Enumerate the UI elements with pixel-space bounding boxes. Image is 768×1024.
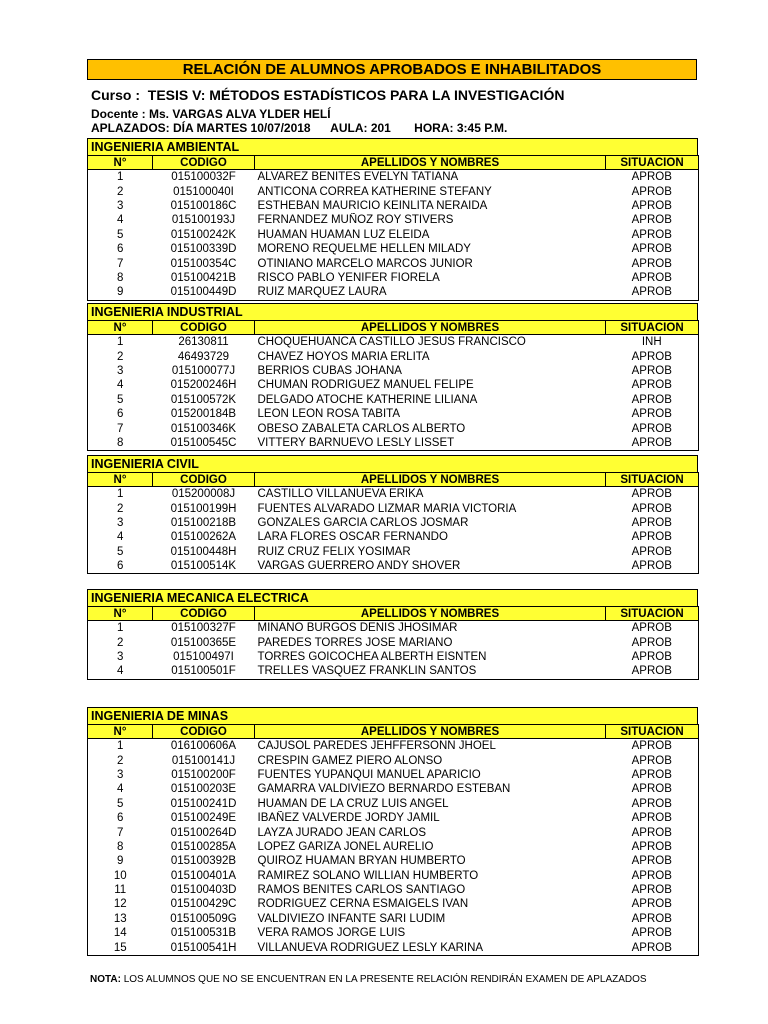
student-table: [87, 472, 699, 574]
row-number: 1: [117, 488, 124, 501]
student-status: APROB: [631, 350, 672, 363]
student-name: ESTHEBAN MAURICIO KEINLITA NERAIDA: [257, 199, 488, 212]
table-row: [88, 516, 699, 530]
row-number: 9: [117, 286, 124, 299]
student-code: 015100141J: [171, 754, 236, 767]
student-status: APROB: [631, 622, 672, 635]
section-title: INGENIERIA CIVIL: [87, 455, 698, 472]
row-number: 4: [117, 214, 124, 227]
row-number: 2: [117, 754, 124, 767]
student-code: 015100218B: [170, 516, 237, 529]
table-row: [88, 664, 699, 679]
student-status: APROB: [631, 502, 672, 515]
student-status: APROB: [631, 214, 672, 227]
table-row: [88, 883, 699, 897]
student-status: APROB: [631, 531, 672, 544]
student-code: 015100077J: [171, 364, 236, 377]
table-row: [88, 378, 699, 392]
student-name: TRELLES VASQUEZ FRANKLIN SANTOS: [257, 665, 477, 678]
student-name: LARA FLORES OSCAR FERNANDO: [257, 531, 448, 544]
header-number: N°: [88, 725, 153, 739]
student-status: APROB: [631, 379, 672, 392]
student-status: APROB: [631, 840, 672, 853]
student-name: TORRES GOICOCHEA ALBERTH EISNTEN: [257, 650, 487, 663]
row-number: 1: [117, 336, 124, 349]
row-number: 3: [117, 650, 124, 663]
row-number: 3: [117, 199, 124, 212]
table-row: [88, 242, 699, 256]
student-status: APROB: [631, 869, 672, 882]
table-row: [88, 897, 699, 911]
row-number: 11: [114, 884, 127, 897]
table-row: [88, 228, 699, 242]
table-row: [88, 335, 699, 350]
student-name: VITTERY BARNUEVO LESLY LISSET: [257, 436, 455, 449]
student-name: RUIZ CRUZ FELIX YOSIMAR: [257, 545, 411, 558]
student-status: APROB: [631, 855, 672, 868]
row-number: 3: [117, 364, 124, 377]
student-name: CRESPIN GAMEZ PIERO ALONSO: [257, 754, 443, 767]
table-row: [88, 256, 699, 270]
student-code: 015100285A: [170, 840, 237, 853]
student-code: 015100497I: [173, 650, 234, 663]
row-number: 2: [117, 636, 124, 649]
row-number: 1: [117, 171, 124, 184]
row-number: 3: [117, 516, 124, 529]
row-number: 5: [117, 797, 124, 810]
student-table: [87, 724, 699, 956]
student-name: PAREDES TORRES JOSE MARIANO: [257, 636, 453, 649]
student-status: APROB: [631, 171, 672, 184]
table-row: [88, 840, 699, 854]
student-code: 015200184B: [170, 408, 237, 421]
student-status: APROB: [631, 941, 672, 954]
student-code: 015100403D: [170, 884, 237, 897]
table-row: [88, 782, 699, 796]
student-status: APROB: [631, 393, 672, 406]
student-name: MORENO REQUELME HELLEN MILADY: [257, 243, 471, 256]
student-status: APROB: [631, 665, 672, 678]
row-number: 8: [117, 840, 124, 853]
student-table: [87, 606, 699, 680]
student-name: RAMIREZ SOLANO WILLIAN HUMBERTO: [257, 869, 479, 882]
student-name: VILLANUEVA RODRIGUEZ LESLY KARINA: [257, 941, 484, 954]
header-number: N°: [88, 321, 153, 335]
header-status: SITUACION: [606, 321, 699, 335]
student-code: 015100200F: [171, 768, 236, 781]
student-code: 015100514K: [170, 560, 237, 573]
student-code: 015100264D: [170, 826, 237, 839]
student-name: LEON LEON ROSA TABITA: [257, 408, 401, 421]
section-title: INGENIERIA INDUSTRIAL: [87, 303, 698, 320]
row-number: 14: [113, 927, 127, 940]
student-status: APROB: [631, 408, 672, 421]
table-row: [88, 271, 699, 285]
row-number: 5: [117, 393, 124, 406]
student-code: 015100242K: [170, 228, 237, 241]
student-name: IBAÑEZ VALVERDE JORDY JAMIL: [257, 812, 440, 825]
row-number: 1: [117, 740, 124, 753]
student-name: ALVAREZ BENITES EVELYN TATIANA: [257, 171, 459, 184]
student-code: 015100392B: [170, 855, 237, 868]
header-code: CODIGO: [153, 473, 255, 487]
table-row: [88, 349, 699, 363]
student-code: 015100509G: [170, 912, 237, 925]
row-number: 12: [113, 898, 127, 911]
student-status: APROB: [631, 488, 672, 501]
student-status: APROB: [631, 650, 672, 663]
student-code: 015100249E: [170, 812, 237, 825]
row-number: 5: [117, 228, 124, 241]
row-number: 15: [113, 941, 127, 954]
header-number: N°: [88, 156, 153, 170]
row-number: 4: [117, 665, 124, 678]
student-status: APROB: [631, 783, 672, 796]
student-status: APROB: [631, 927, 672, 940]
student-code: 015200246H: [170, 379, 237, 392]
table-row: [88, 926, 699, 940]
course-line: Curso : TESIS V: MÉTODOS ESTADÍSTICOS PARA LA INVESTIGACIÓN: [91, 87, 565, 103]
table-row: [88, 170, 699, 185]
header-status: SITUACION: [606, 473, 699, 487]
student-table: [87, 320, 699, 451]
student-name: CHAVEZ HOYOS MARIA ERLITA: [257, 350, 430, 363]
student-code: 26130811: [178, 336, 229, 349]
student-name: CASTILLO VILLANUEVA ERIKA: [257, 488, 424, 501]
student-status: APROB: [631, 436, 672, 449]
student-name: VERA RAMOS JORGE LUIS: [257, 927, 406, 940]
student-status: APROB: [631, 812, 672, 825]
table-row: [88, 199, 699, 213]
row-number: 6: [117, 243, 124, 256]
row-number: 4: [117, 783, 124, 796]
student-status: APROB: [631, 199, 672, 212]
student-code: 015100354C: [170, 257, 237, 270]
table-row: [88, 393, 699, 407]
row-number: 6: [117, 408, 124, 421]
row-number: 2: [117, 185, 124, 198]
student-code: 015100327F: [171, 622, 236, 635]
header-code: CODIGO: [153, 321, 255, 335]
student-name: LAYZA JURADO JEAN CARLOS: [257, 826, 426, 839]
header-name: APELLIDOS Y NOMBRES: [255, 321, 606, 335]
header-status: SITUACION: [606, 725, 699, 739]
table-row: [88, 364, 699, 378]
row-number: 10: [113, 869, 127, 882]
student-name: VALDIVIEZO INFANTE SARI LUDIM: [257, 912, 446, 925]
table-row: [88, 869, 699, 883]
student-code: 015100545C: [170, 436, 237, 449]
row-number: 3: [117, 768, 124, 781]
student-status: APROB: [631, 545, 672, 558]
row-number: 5: [117, 545, 124, 558]
table-row: [88, 184, 699, 198]
header-number: N°: [88, 607, 153, 621]
table-row: [88, 797, 699, 811]
table-row: [88, 436, 699, 451]
header-code: CODIGO: [153, 607, 255, 621]
student-name: GONZALES GARCIA CARLOS JOSMAR: [257, 516, 469, 529]
header-status: SITUACION: [606, 156, 699, 170]
student-status: APROB: [631, 740, 672, 753]
header-code: CODIGO: [153, 156, 255, 170]
student-status: APROB: [631, 271, 672, 284]
student-status: APROB: [631, 884, 672, 897]
table-row: [88, 768, 699, 782]
row-number: 4: [117, 379, 124, 392]
section-mecanica-electrica: [87, 589, 698, 680]
student-code: 015100421B: [170, 271, 237, 284]
student-name: LOPEZ GARIZA JONEL AURELIO: [257, 840, 434, 853]
table-row: [88, 407, 699, 421]
header-name: APELLIDOS Y NOMBRES: [255, 607, 606, 621]
student-status: APROB: [631, 422, 672, 435]
student-name: FERNANDEZ MUÑOZ ROY STIVERS: [257, 214, 454, 227]
table-row: [88, 825, 699, 839]
row-number: 8: [117, 271, 124, 284]
row-number: 7: [117, 257, 124, 270]
section-title: INGENIERIA AMBIENTAL: [87, 138, 698, 155]
student-status: APROB: [631, 257, 672, 270]
student-code: 015100346K: [170, 422, 237, 435]
table-row: [88, 635, 699, 649]
student-status: APROB: [631, 754, 672, 767]
student-status: APROB: [631, 286, 672, 299]
student-status: INH: [641, 336, 662, 349]
table-row: [88, 854, 699, 868]
header-name: APELLIDOS Y NOMBRES: [255, 725, 606, 739]
student-name: CHOQUEHUANCA CASTILLO JESUS FRANCISCO: [257, 336, 526, 349]
note-text: LOS ALUMNOS QUE NO SE ENCUENTRAN EN LA PRESENTE RELACIÓN RENDIRÁN EXAMEN DE APLAZADOS: [120, 974, 647, 985]
teacher-line: Docente : Ms. VARGAS ALVA YLDER HELÍ: [91, 107, 331, 121]
student-code: 015100448H: [170, 545, 237, 558]
row-number: 2: [117, 502, 124, 515]
student-status: APROB: [631, 364, 672, 377]
table-row: [88, 559, 699, 574]
table-row: [88, 285, 699, 300]
student-code: 46493729: [177, 350, 230, 363]
note-label: NOTA:: [90, 974, 121, 985]
student-code: 015100541H: [170, 941, 237, 954]
student-status: APROB: [631, 516, 672, 529]
table-row: [88, 487, 699, 502]
schedule-line: APLAZADOS: DÍA MARTES 10/07/2018 AULA: 201 HORA: 3:45 P.M.: [91, 121, 508, 135]
student-code: 015100531B: [170, 927, 237, 940]
table-row: [88, 912, 699, 926]
table-row: [88, 753, 699, 767]
document-title: RELACIÓN DE ALUMNOS APROBADOS E INHABILITADOS: [87, 59, 697, 80]
student-code: 015100572K: [170, 393, 237, 406]
student-name: DELGADO ATOCHE KATHERINE LILIANA: [257, 393, 478, 406]
student-name: CAJUSOL PAREDES JEHFFERSONN JHOEL: [257, 740, 496, 753]
table-row: [88, 530, 699, 544]
row-number: 9: [117, 855, 124, 868]
student-code: 015100040I: [173, 185, 234, 198]
student-code: 015100501F: [171, 665, 236, 678]
table-row: [88, 621, 699, 636]
row-number: 6: [117, 560, 124, 573]
student-name: RODRIGUEZ CERNA ESMAIGELS IVAN: [257, 898, 469, 911]
student-table: [87, 155, 699, 301]
row-number: 13: [113, 912, 127, 925]
student-status: APROB: [631, 898, 672, 911]
student-name: GAMARRA VALDIVIEZO BERNARDO ESTEBAN: [257, 783, 511, 796]
student-code: 015100032F: [171, 171, 236, 184]
row-number: 7: [117, 826, 124, 839]
section-title: INGENIERIA DE MINAS: [87, 707, 698, 724]
student-name: OTINIANO MARCELO MARCOS JUNIOR: [257, 257, 473, 270]
student-name: MINANO BURGOS DENIS JHOSIMAR: [257, 622, 458, 635]
student-name: QUIROZ HUAMAN BRYAN HUMBERTO: [257, 855, 466, 868]
student-code: 015100401A: [170, 869, 237, 882]
table-row: [88, 739, 699, 754]
student-status: APROB: [631, 185, 672, 198]
student-status: APROB: [631, 560, 672, 573]
student-name: FUENTES YUPANQUI MANUEL APARICIO: [257, 768, 481, 781]
row-number: 6: [117, 812, 124, 825]
student-status: APROB: [631, 797, 672, 810]
footer-note: [90, 974, 647, 985]
row-number: 7: [117, 422, 124, 435]
student-code: 015100193J: [171, 214, 236, 227]
section-ambiental: [87, 138, 698, 301]
student-code: 015100199H: [170, 502, 237, 515]
section-title: INGENIERIA MECANICA ELECTRICA: [87, 589, 698, 606]
table-row: [88, 811, 699, 825]
header-code: CODIGO: [153, 725, 255, 739]
student-name: RAMOS BENITES CARLOS SANTIAGO: [257, 884, 466, 897]
row-number: 8: [117, 436, 124, 449]
student-name: RUIZ MARQUEZ LAURA: [257, 286, 387, 299]
student-status: APROB: [631, 768, 672, 781]
row-number: 1: [117, 622, 124, 635]
student-code: 016100606A: [170, 740, 237, 753]
student-code: 015100429C: [170, 898, 237, 911]
header-number: N°: [88, 473, 153, 487]
header-name: APELLIDOS Y NOMBRES: [255, 473, 606, 487]
student-name: FUENTES ALVARADO LIZMAR MARIA VICTORIA: [257, 502, 517, 515]
student-code: 015100186C: [170, 199, 237, 212]
header-status: SITUACION: [606, 607, 699, 621]
student-name: CHUMAN RODRIGUEZ MANUEL FELIPE: [257, 379, 474, 392]
row-number: 2: [117, 350, 124, 363]
student-code: 015100365E: [170, 636, 237, 649]
student-name: RISCO PABLO YENIFER FIORELA: [257, 271, 440, 284]
student-code: 015100339D: [170, 243, 237, 256]
table-row: [88, 421, 699, 435]
student-code: 015100262A: [170, 531, 237, 544]
section-industrial: [87, 303, 698, 451]
table-row: [88, 940, 699, 955]
student-code: 015100449D: [170, 286, 237, 299]
student-code: 015100241D: [170, 797, 237, 810]
section-minas: [87, 707, 698, 956]
table-row: [88, 213, 699, 227]
header-name: APELLIDOS Y NOMBRES: [255, 156, 606, 170]
section-civil: [87, 455, 698, 574]
table-row: [88, 545, 699, 559]
student-status: APROB: [631, 243, 672, 256]
student-code: 015200008J: [171, 488, 236, 501]
student-status: APROB: [631, 228, 672, 241]
student-code: 015100203E: [170, 783, 237, 796]
table-row: [88, 501, 699, 515]
row-number: 4: [117, 531, 124, 544]
student-name: HUAMAN HUAMAN LUZ ELEIDA: [257, 228, 430, 241]
student-name: VARGAS GUERRERO ANDY SHOVER: [257, 560, 461, 573]
table-row: [88, 650, 699, 664]
student-name: ANTICONA CORREA KATHERINE STEFANY: [257, 185, 492, 198]
student-status: APROB: [631, 912, 672, 925]
student-name: HUAMAN DE LA CRUZ LUIS ANGEL: [257, 797, 449, 810]
student-status: APROB: [631, 636, 672, 649]
student-name: OBESO ZABALETA CARLOS ALBERTO: [257, 422, 466, 435]
student-status: APROB: [631, 826, 672, 839]
student-name: BERRIOS CUBAS JOHANA: [257, 364, 402, 377]
